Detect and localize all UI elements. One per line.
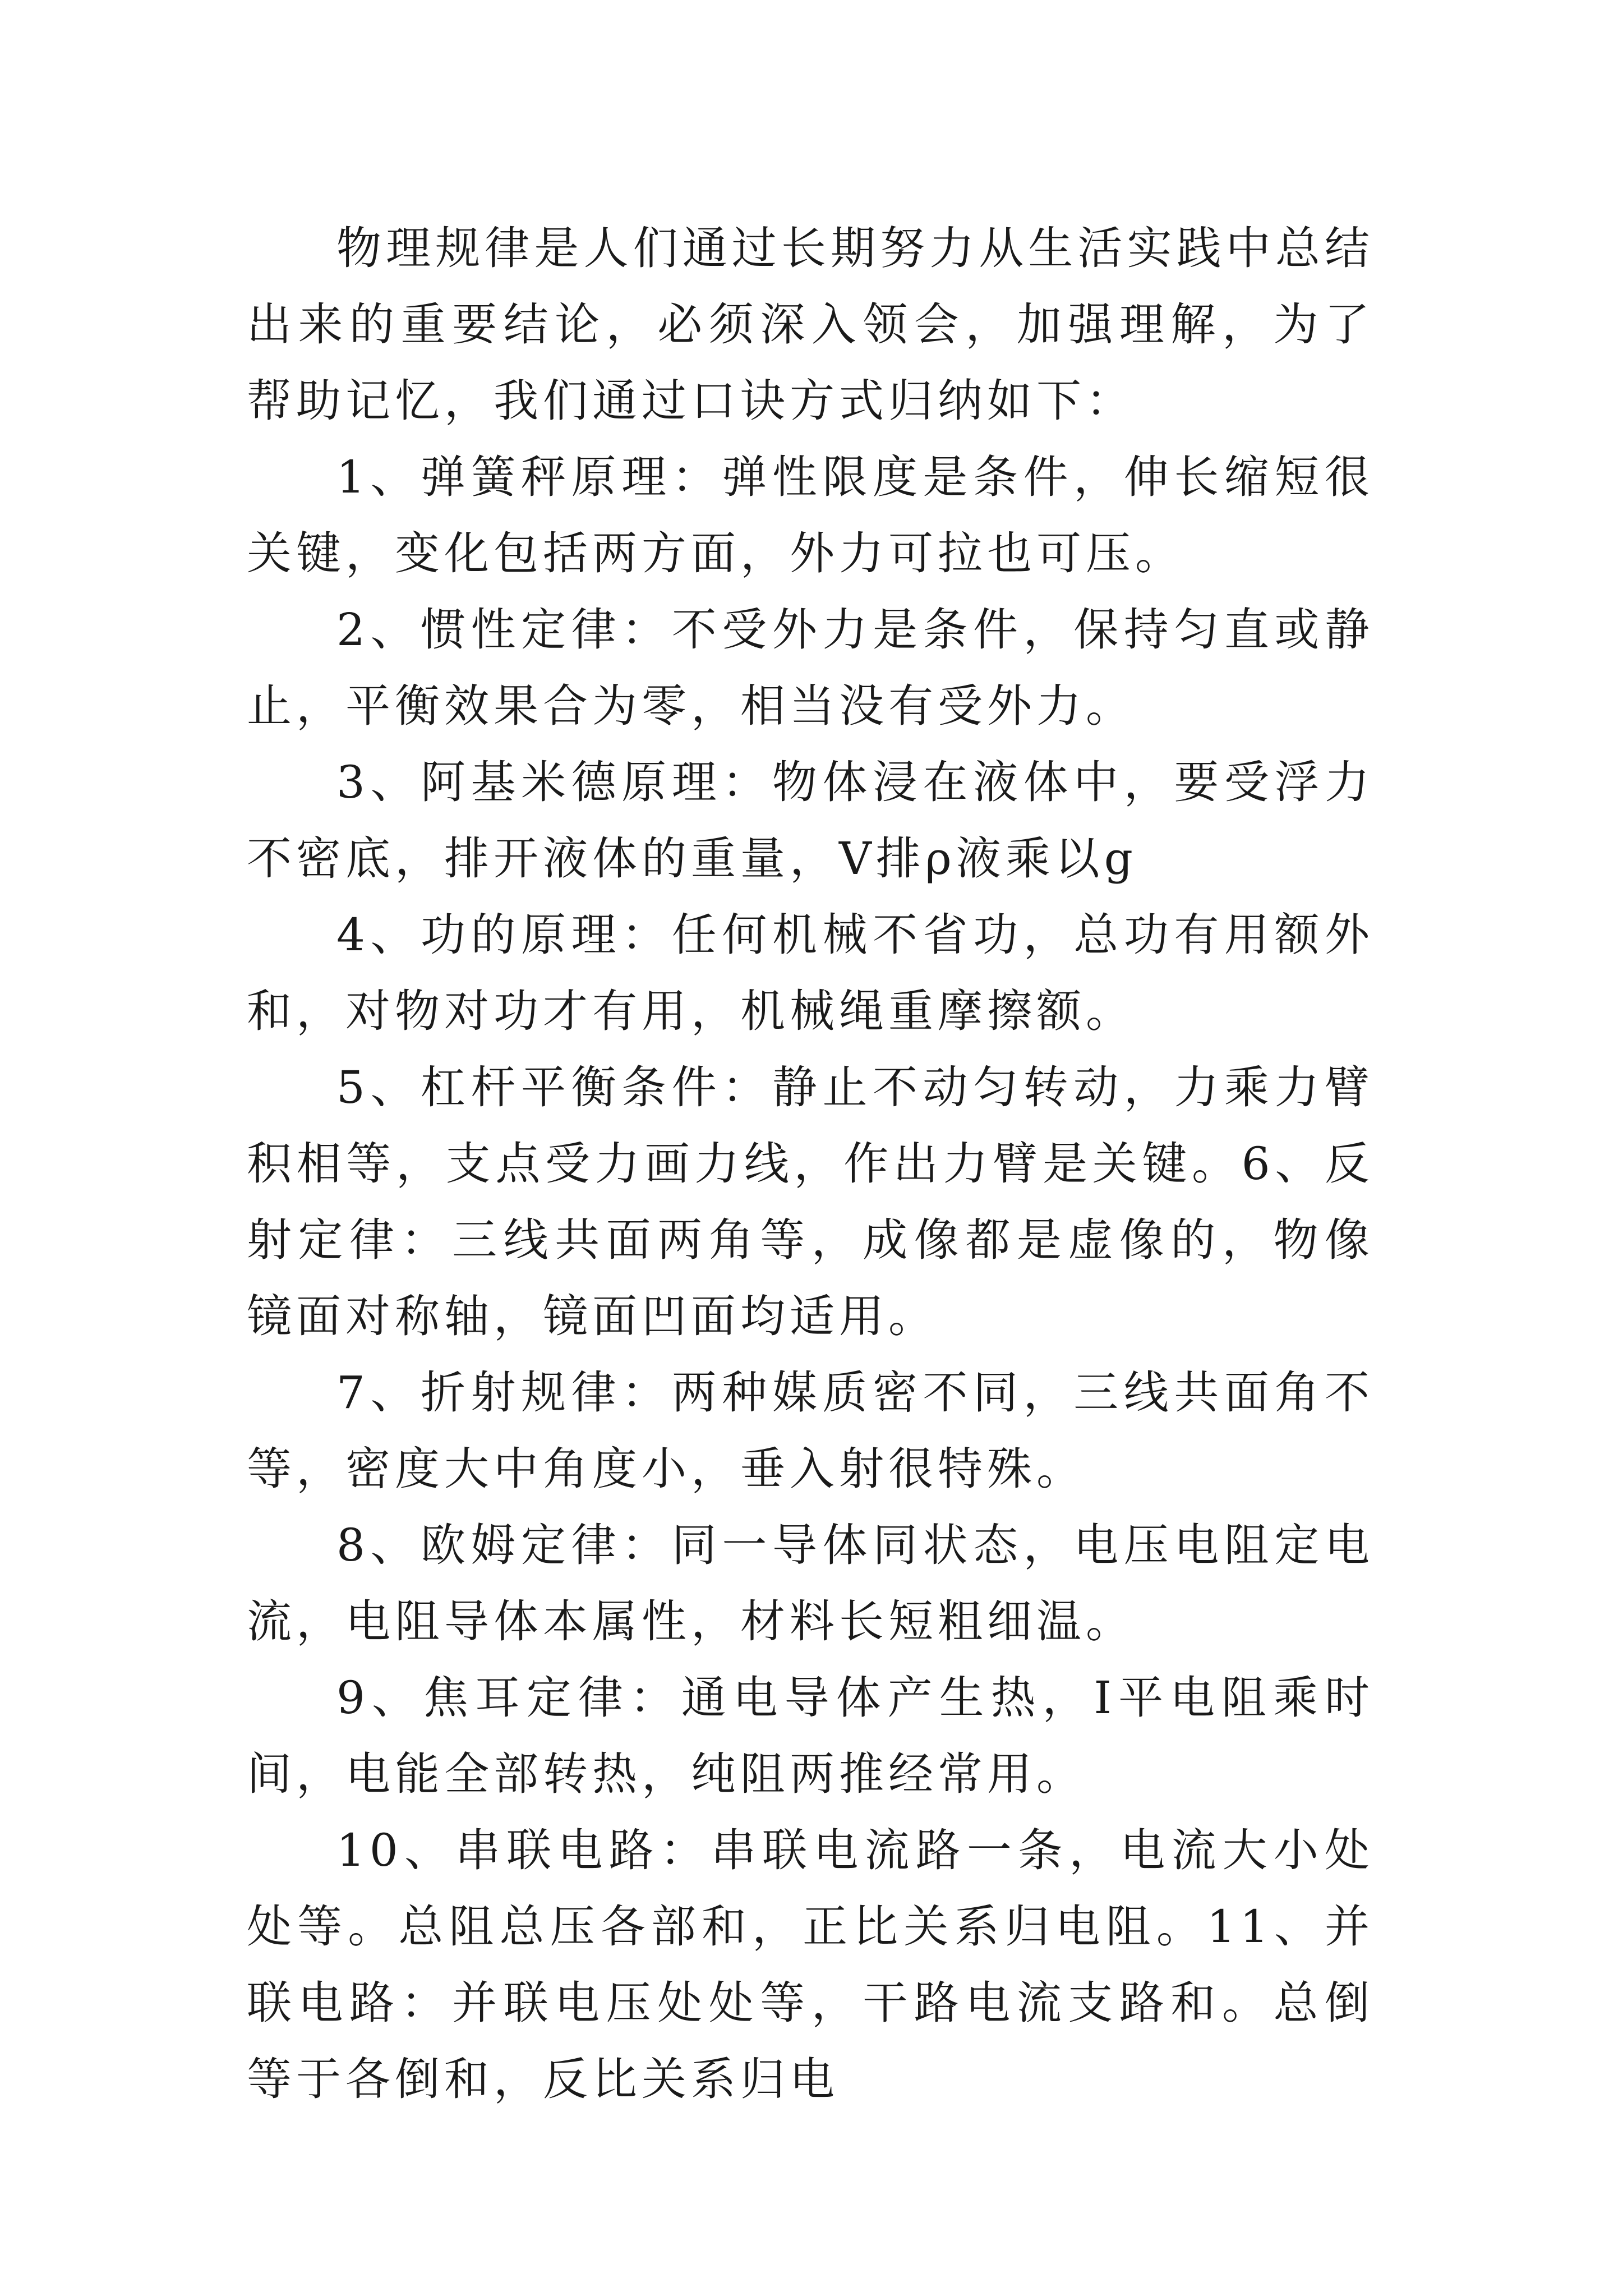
law-paragraph-spring-scale: 1、弹簧秤原理：弹性限度是条件，伸长缩短很关键，变化包括两方面，外力可拉也可压。 <box>247 451 1374 579</box>
law-paragraph-circuits: 10、串联电路：串联电流路一条，电流大小处处等。总阻总压各部和，正比关系归电阻。11、并联电路：并联电压处处等，干路电流支路和。总倒等于各倒和，反比关系归电 <box>247 1824 1374 2105</box>
document-body <box>247 210 1374 2118</box>
law-paragraph-inertia: 2、惯性定律：不受外力是条件，保持匀直或静止，平衡效果合为零，相当没有受外力。 <box>247 604 1374 732</box>
law-paragraph-joule: 9、焦耳定律：通电导体产生热，I平电阻乘时间，电能全部转热，纯阻两推经常用。 <box>247 1672 1374 1800</box>
intro-paragraph: 物理规律是人们通过长期努力从生活实践中总结出来的重要结论，必须深入领会，加强理解，为了帮助记忆，我们通过口诀方式归纳如下： <box>247 222 1374 427</box>
law-paragraph-ohm: 8、欧姆定律：同一导体同状态，电压电阻定电流，电阻导体本属性，材料长短粗细温。 <box>247 1519 1374 1648</box>
law-paragraph-work: 4、功的原理：任何机械不省功，总功有用额外和，对物对功才有用，机械绳重摩擦额。 <box>247 909 1374 1037</box>
law-paragraph-refraction: 7、折射规律：两种媒质密不同，三线共面角不等，密度大中角度小，垂入射很特殊。 <box>247 1366 1374 1495</box>
law-paragraph-archimedes: 3、阿基米德原理：物体浸在液体中，要受浮力不密底，排开液体的重量，V排ρ液乘以g <box>247 756 1374 885</box>
law-paragraph-lever-reflection: 5、杠杆平衡条件：静止不动匀转动，力乘力臂积相等，支点受力画力线，作出力臂是关键。6、反射定律：三线共面两角等，成像都是虚像的，物像镜面对称轴，镜面凹面均适用。 <box>247 1061 1374 1342</box>
